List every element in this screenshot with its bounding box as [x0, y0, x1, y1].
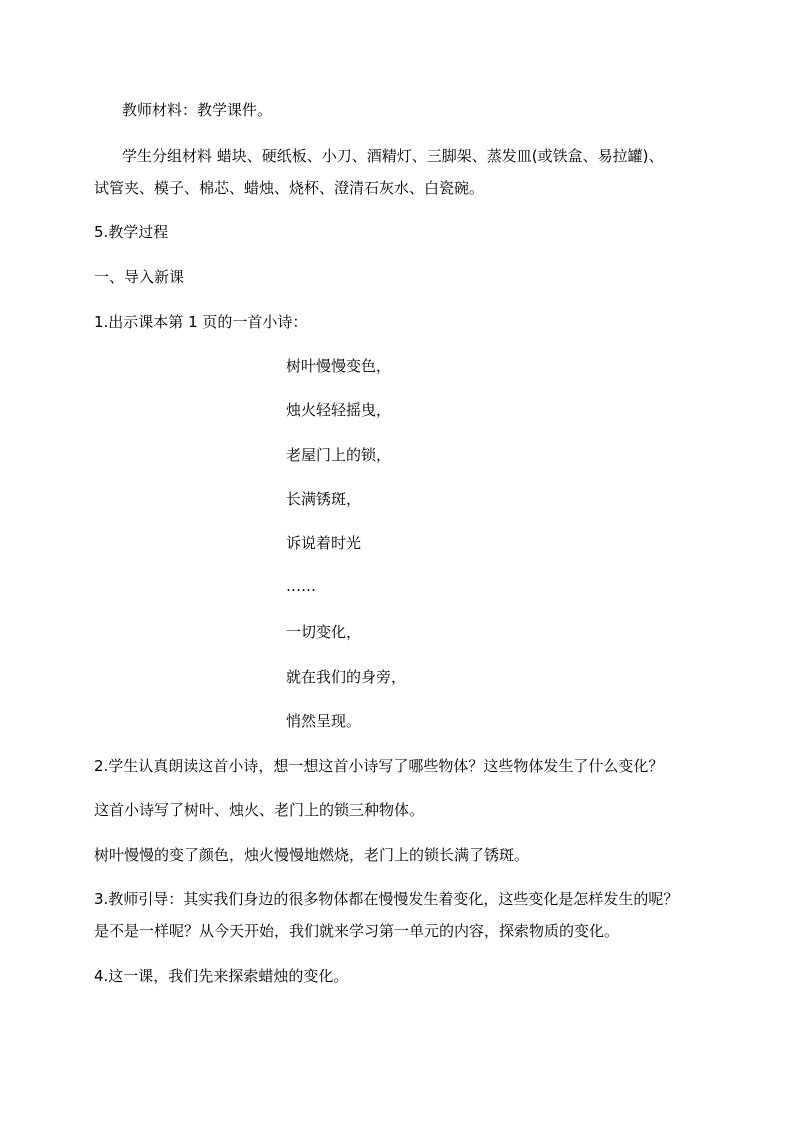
section-teaching-process: 5.教学过程 [94, 223, 169, 241]
poem-line: 老屋门上的锁， [286, 446, 392, 464]
answer-2: 树叶慢慢的变了颜色，烛火慢慢地燃烧，老门上的锁长满了锈斑。 [94, 846, 530, 864]
poem-line: …… [286, 577, 316, 595]
teacher-materials: 教师材料：教学课件。 [122, 101, 273, 119]
poem-line: 烛火轻轻摇曳， [286, 401, 392, 419]
answer-1: 这首小诗写了树叶、烛火、老门上的锁三种物体。 [94, 801, 425, 819]
step-3-line-1: 3.教师引导：其实我们身边的很多物体都在慢慢发生着变化，这些变化是怎样发生的呢？ [94, 890, 679, 908]
poem-line: 就在我们的身旁， [286, 668, 407, 686]
poem-line: 诉说着时光 [286, 534, 362, 552]
step-1: 1.出示课本第 1 页的一首小诗： [94, 313, 308, 331]
step-4: 4.这一课，我们先来探索蜡烛的变化。 [94, 967, 349, 985]
student-materials-line-2: 试管夹、模子、棉芯、蜡烛、烧杯、澄清石灰水、白瓷碗。 [94, 179, 485, 197]
section-introduction: 一、导入新课 [94, 268, 185, 286]
student-materials-line-1: 学生分组材料 蜡块、硬纸板、小刀、酒精灯、三脚架、蒸发皿(或铁盒、易拉罐)、 [122, 147, 664, 165]
poem-line: 悄然呈现。 [286, 712, 362, 730]
poem-line: 树叶慢慢变色， [286, 357, 392, 375]
poem-line: 一切变化， [286, 623, 362, 641]
step-2: 2.学生认真朗读这首小诗，想一想这首小诗写了哪些物体？这些物体发生了什么变化？ [94, 757, 664, 775]
poem-line: 长满锈斑， [286, 490, 362, 508]
step-3-line-2: 是不是一样呢？从今天开始，我们就来学习第一单元的内容，探索物质的变化。 [94, 922, 620, 940]
